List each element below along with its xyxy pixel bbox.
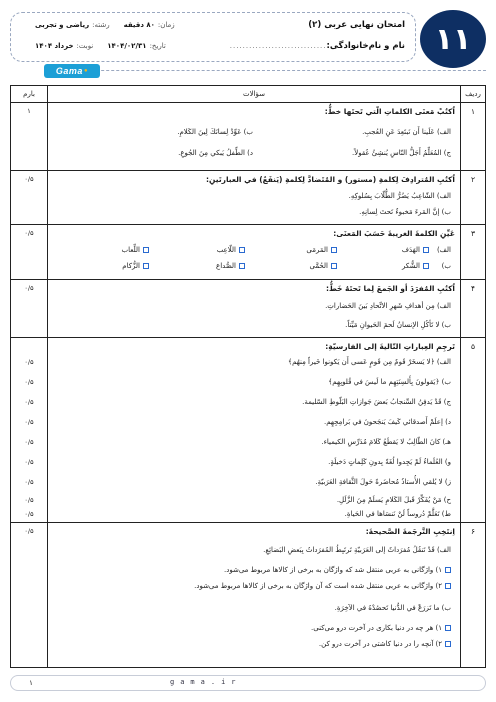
option-choice[interactable]: الشُّكر (402, 262, 429, 270)
checkbox-icon[interactable] (423, 263, 429, 269)
checkbox-icon[interactable] (445, 641, 451, 647)
term-value: خرداد ۱۴۰۴ (35, 42, 74, 50)
checkbox-icon[interactable] (445, 567, 451, 573)
question-line: ط) تَعَلَّمْ دُروساً لَنْ نَنسَاها في الحَياةِ. (344, 510, 451, 518)
info-row-2 (21, 39, 405, 53)
option-choice[interactable]: الهَدَف (402, 246, 429, 254)
question-number: ۶ (470, 527, 476, 536)
page-footer (10, 675, 486, 691)
question-title: اُكتُبْ مَعنَى الكلماتِ الّتي تَحتَها خطٌّ: (324, 107, 455, 116)
question-number: ۳ (470, 229, 476, 238)
question-title: اُكتُبِ المُفرَدَ أو الجَمعَ لِما تَحتَهُ خَطٌّ: (325, 284, 455, 293)
question-line: هـ) كانَ الطّالِبُ لا يَقطَعُ كَلامَ مُدَرِّسِ الكيمياء. (321, 438, 451, 446)
question-mark: ۱ (27, 107, 31, 115)
option-choice[interactable]: اللِّعاب (122, 246, 150, 254)
question-mark: ۰/۵ (24, 510, 34, 518)
question-mark: ۰/۵ (24, 527, 34, 535)
question-line: الف) مِن أهدافِ شَهرِ الاتِّحادِ بَينَ الحَضاراتِ. (325, 302, 451, 310)
question-mark: ۰/۵ (24, 478, 34, 486)
question-line: الف) قَدْ تَنقُلُ مُفرَداتٌ إلى العَرَبيّةِ تَرتَبِطُ المُفرَداتُ بِبَعضِ البَضائِعِ. (263, 546, 451, 554)
name-field[interactable]: .............................. (229, 42, 327, 50)
question-line: ب) عَوِّدْ لِسانَكَ لِينَ الكَلامِ. (177, 128, 253, 136)
checkbox-icon[interactable] (239, 247, 245, 253)
question-number: ۲ (470, 175, 476, 184)
footer-bar (10, 675, 486, 691)
time-value: ۸۰ دقیقه (123, 21, 155, 29)
column-divider (47, 86, 48, 667)
question-title: اُكتُبِ المُترادِفَ لِكلمةِ (مستور) و المُتَضادَّ لِكلمةِ (يَنفَعُ) في العبارتَينِ: (206, 175, 455, 184)
exam-number-badge (420, 10, 486, 68)
checkbox-icon[interactable] (445, 583, 451, 589)
time-label: زمان: (157, 21, 175, 29)
term-label: نوبت: (76, 42, 94, 50)
question-mark: ۰/۵ (24, 418, 34, 426)
row-divider (11, 102, 485, 103)
question-line: و) العُلَماءُ لَمْ يَجِدوا لُغَةً بِدونِ كَلِماتٍ دَخيلَةٍ. (328, 458, 451, 466)
question-number: ۴ (470, 284, 476, 293)
question-table (10, 85, 486, 668)
question-line: الف) الشّاعِبُ يَضُرُّ الطُّلّابَ بِسُلوكِهِ. (348, 192, 451, 200)
answer-option[interactable]: ۲) واژگانی به عربی منتقل شده است که آن واژگان به برخی از کالاها مربوط می‌شود. (194, 582, 451, 590)
question-line: د) إعلَمْ أَصدقائي كَيفَ يَنجَحونَ في بَرامِجِهِم. (324, 418, 451, 426)
option-choice[interactable]: المَرمَى (306, 246, 337, 254)
row-divider (11, 522, 485, 523)
question-mark: ۰/۵ (24, 358, 34, 366)
exam-header (10, 10, 486, 76)
date-label: تاریخ: (149, 42, 166, 50)
row-label: ب) (441, 262, 451, 270)
name-label: نام و نام‌خانوادگی: (326, 41, 405, 51)
question-line: ج) المُعَلِّمُ أَجَلُّ النّاسِ يُنشِئُ عُقولاً. (352, 149, 451, 157)
exam-title: امتحان نهایی عربی (۲) (308, 20, 405, 30)
question-line: ب) إنَّ المَرءَ مَخبوءٌ تَحتَ لِسانِهِ. (359, 208, 451, 216)
page-number: ۱ (29, 679, 33, 687)
question-line: ز) لا يُلقي الأُستاذُ مُحاضَرةً حَولَ الثَّقافةِ العَرَبيّةِ. (315, 478, 451, 486)
logo-strip (10, 64, 486, 76)
row-label: الف) (436, 246, 451, 254)
option-choice[interactable]: الزُّكام (122, 262, 149, 270)
checkbox-icon[interactable] (239, 263, 245, 269)
exam-number: ۱۱ (434, 21, 472, 57)
row-divider (11, 170, 485, 171)
question-mark: ۰/۵ (24, 398, 34, 406)
question-mark: ۰/۵ (24, 378, 34, 386)
answer-option[interactable]: ۱) هر چه در دنیا بکاری در آخرت درو می‌کنی. (311, 624, 451, 632)
gama-logo: Gama ● (44, 64, 100, 78)
question-mark: ۰/۵ (24, 175, 34, 183)
date-value: ۱۴۰۴/۰۲/۳۱ (107, 42, 147, 50)
checkbox-icon[interactable] (331, 247, 337, 253)
answer-option[interactable]: ۲) آنچه را در دنیا کاشتی در آخرت درو کن. (319, 640, 451, 648)
row-divider (11, 279, 485, 280)
question-mark: ۰/۵ (24, 496, 34, 504)
question-line: ب) ما تَزرَعْ في الدُّنيا تَحصُدْهُ في الآخِرَةِ. (334, 604, 451, 612)
row-divider (11, 224, 485, 225)
option-choice[interactable]: الحُمَّى (310, 262, 337, 270)
option-choice[interactable]: الصُّداع (216, 262, 245, 270)
question-mark: ۰/۵ (24, 229, 34, 237)
field-value: ریاضی و تجربی (35, 21, 90, 29)
question-mark: ۰/۵ (24, 438, 34, 446)
question-line: ج) قَدْ يَدفِنُ السِّنجابُ بَعضَ جَوازاتِ البَلّوطِ السّليمة. (302, 398, 451, 406)
question-line: ح) مَنْ يُفَكِّرْ قَبلَ الكَلامِ يَسلَمْ مِنَ الزَّلَلِ. (336, 496, 451, 504)
question-title: عَيِّنِ الكلمةَ الغريبةَ حَسَبَ المَعنَى: (333, 229, 455, 238)
exam-info-box (10, 12, 416, 62)
answer-option[interactable]: ۱) واژگانی به عربی منتقل شد که واژگان به برخی از کالاها مربوط می‌شود. (224, 566, 451, 574)
header-mark: بارم (23, 90, 35, 98)
header-questions: سؤالات (243, 90, 266, 98)
checkbox-icon[interactable] (143, 247, 149, 253)
field-label: رشته: (92, 21, 110, 29)
question-line: الف) عَلَينا أَن نَبتَعِدَ عَنِ العُجبِ. (362, 128, 451, 136)
question-line: ب) لا تَأكُلِ الإنسانُ لَحمَ الحَيوانِ مَيِّتاً. (345, 321, 451, 329)
column-divider (460, 86, 461, 667)
checkbox-icon[interactable] (331, 263, 337, 269)
header-row-number: ردیف (465, 90, 481, 98)
info-row-1 (21, 18, 405, 32)
question-number: ۵ (470, 342, 476, 351)
question-mark: ۰/۵ (24, 458, 34, 466)
question-mark: ۰/۵ (24, 284, 34, 292)
question-line: ب) ﴿يَقولونَ بِأَلسِنَتِهِم ما لَيسَ في قُلوبِهِم﴾ (328, 378, 451, 386)
question-line: الف) ﴿لا يَسخَرْ قَومٌ مِن قَومٍ عَسى أَن يَكونوا خَيراً مِنهُم﴾ (287, 358, 451, 366)
question-title: اِنتَخِبِ التَّرجَمةَ الصَّحيحةَ: (365, 527, 455, 536)
checkbox-icon[interactable] (423, 247, 429, 253)
checkbox-icon[interactable] (143, 263, 149, 269)
option-choice[interactable]: اللّاعِب (217, 246, 245, 254)
question-number: ۱ (470, 107, 476, 116)
question-line: د) الطِّفلُ يَبكي مِنَ الجُوعِ. (178, 149, 253, 157)
header-divider (66, 70, 486, 71)
row-divider (11, 337, 485, 338)
question-title: تَرجِمِ العِباراتِ التّاليةَ إلى الفارسيّةِ: (325, 342, 455, 351)
checkbox-icon[interactable] (445, 625, 451, 631)
site-name: gama.ir (170, 678, 242, 686)
